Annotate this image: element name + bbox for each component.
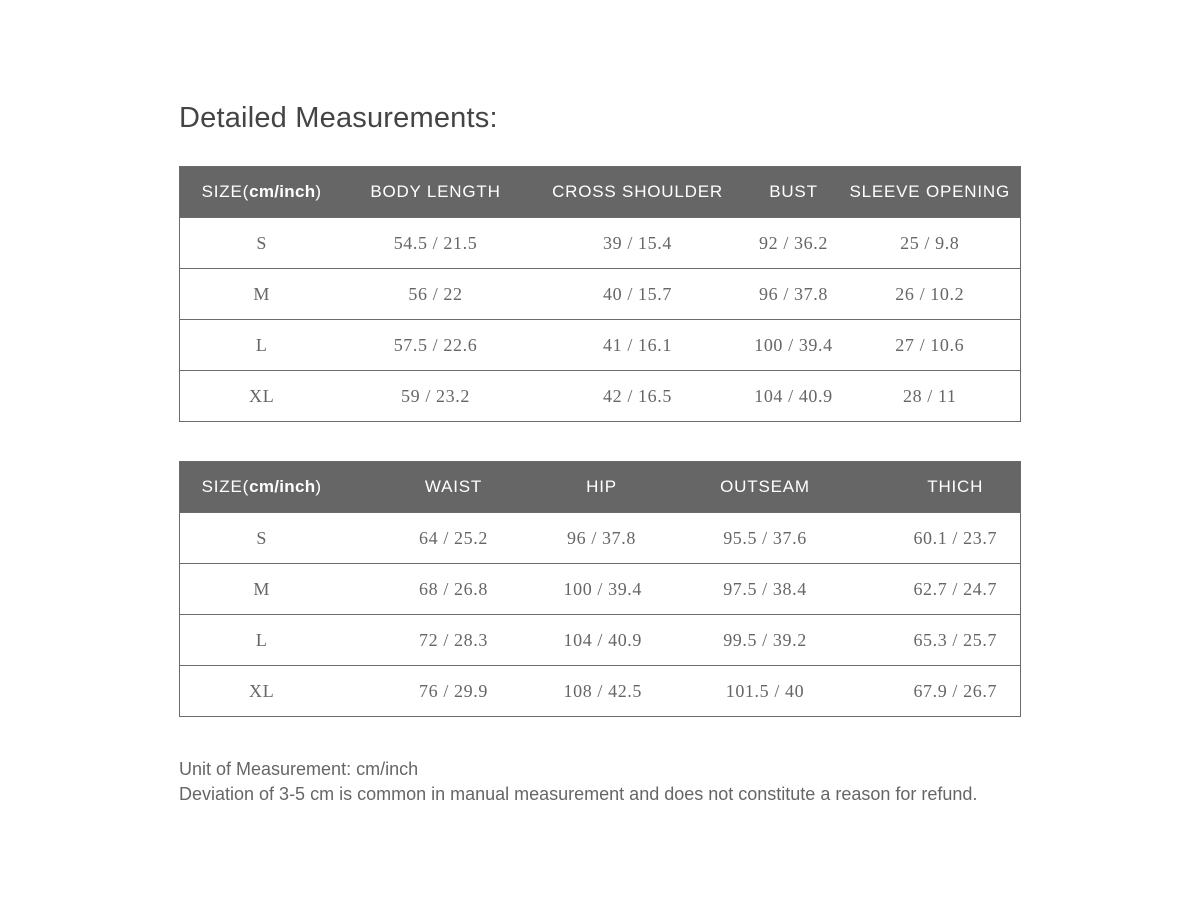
- outseam-cell: 97.5 / 38.4: [640, 564, 891, 615]
- outseam-cell: 101.5 / 40: [640, 666, 891, 717]
- cross-shoulder-cell: 40 / 15.7: [528, 269, 748, 320]
- body-length-column-header: BODY LENGTH: [344, 167, 528, 218]
- table-row: [180, 513, 1021, 564]
- top-measurement-table: [179, 166, 1021, 422]
- body-length-cell: 56 / 22: [344, 269, 528, 320]
- thigh-cell: 60.1 / 23.7: [891, 513, 1021, 564]
- cross-shoulder-cell: 39 / 15.4: [528, 218, 748, 269]
- cross-shoulder-cell: 42 / 16.5: [528, 371, 748, 422]
- waist-cell: 76 / 29.9: [344, 666, 564, 717]
- table-row: [180, 371, 1021, 422]
- bust-cell: 96 / 37.8: [748, 269, 840, 320]
- thigh-cell: 62.7 / 24.7: [891, 564, 1021, 615]
- table-row: [180, 269, 1021, 320]
- bust-column-header: BUST: [748, 167, 840, 218]
- table-row: [180, 666, 1021, 717]
- thigh-cell: 67.9 / 26.7: [891, 666, 1021, 717]
- size-column-header: SIZE(cm/inch): [180, 167, 344, 218]
- size-cell: S: [180, 513, 344, 564]
- bust-cell: 104 / 40.9: [748, 371, 840, 422]
- waist-cell: 68 / 26.8: [344, 564, 564, 615]
- thigh-column-header: THICH: [891, 462, 1021, 513]
- cross-shoulder-column-header: CROSS SHOULDER: [528, 167, 748, 218]
- hip-column-header: HIP: [564, 462, 640, 513]
- table-header-row: [180, 167, 1021, 218]
- waist-cell: 72 / 28.3: [344, 615, 564, 666]
- size-cell: L: [180, 615, 344, 666]
- size-cell: M: [180, 269, 344, 320]
- size-cell: L: [180, 320, 344, 371]
- table-row: [180, 218, 1021, 269]
- size-column-header: SIZE(cm/inch): [180, 462, 344, 513]
- outseam-column-header: OUTSEAM: [640, 462, 891, 513]
- sleeve-opening-column-header: SLEEVE OPENING: [840, 167, 1021, 218]
- measurement-notes: [179, 757, 977, 807]
- table-header-row: [180, 462, 1021, 513]
- size-cell: M: [180, 564, 344, 615]
- waist-column-header: WAIST: [344, 462, 564, 513]
- bust-cell: 100 / 39.4: [748, 320, 840, 371]
- sleeve-opening-cell: 25 / 9.8: [840, 218, 1021, 269]
- hip-cell: 96 / 37.8: [564, 513, 640, 564]
- size-cell: S: [180, 218, 344, 269]
- hip-cell: 104 / 40.9: [564, 615, 640, 666]
- bottom-measurement-table: [179, 461, 1021, 717]
- outseam-cell: 95.5 / 37.6: [640, 513, 891, 564]
- cross-shoulder-cell: 41 / 16.1: [528, 320, 748, 371]
- table-row: [180, 615, 1021, 666]
- hip-cell: 100 / 39.4: [564, 564, 640, 615]
- hip-cell: 108 / 42.5: [564, 666, 640, 717]
- waist-cell: 64 / 25.2: [344, 513, 564, 564]
- outseam-cell: 99.5 / 39.2: [640, 615, 891, 666]
- table-row: [180, 564, 1021, 615]
- page-title: Detailed Measurements:: [179, 102, 498, 134]
- unit-note: Unit of Measurement: cm/inch: [179, 759, 419, 779]
- size-cell: XL: [180, 666, 344, 717]
- deviation-note: Deviation of 3-5 cm is common in manual measurement and does not constitute a reason for refund.: [179, 784, 978, 804]
- sleeve-opening-cell: 27 / 10.6: [840, 320, 1021, 371]
- thigh-cell: 65.3 / 25.7: [891, 615, 1021, 666]
- body-length-cell: 54.5 / 21.5: [344, 218, 528, 269]
- body-length-cell: 59 / 23.2: [344, 371, 528, 422]
- sleeve-opening-cell: 28 / 11: [840, 371, 1021, 422]
- body-length-cell: 57.5 / 22.6: [344, 320, 528, 371]
- table-row: [180, 320, 1021, 371]
- size-cell: XL: [180, 371, 344, 422]
- bust-cell: 92 / 36.2: [748, 218, 840, 269]
- sleeve-opening-cell: 26 / 10.2: [840, 269, 1021, 320]
